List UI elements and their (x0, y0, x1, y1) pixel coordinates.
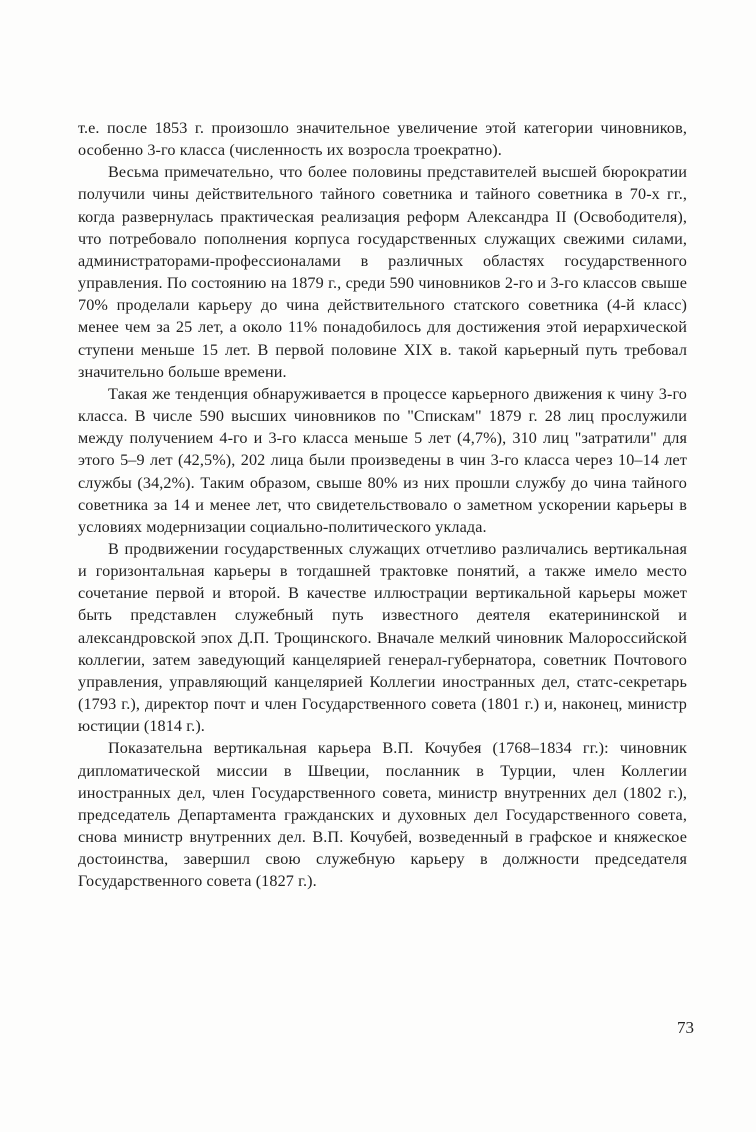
paragraph-vertical-horizontal-career: В продвижении государственных служащих отчетливо различались вертикальная и горизонтальная карьеры в тогдашней трактовке понятий, а также имело место сочетание первой и второй. В качестве иллюстрации вертикальной карьеры может быть представлен служебный путь известного деятеля екатерининской и александровской эпох Д.П. Трощинского. Вначале мелкий чиновник Малороссийской коллегии, затем заведующий канцелярией генерал-губернатора, советник Почтового управления, управляющий канцелярией Коллегии иностранных дел, статс-секретарь (1793 г.), директор почт и член Государственного совета (1801 г.) и, наконец, министр юстиции (1814 г.). (78, 539, 687, 736)
paragraph-kochubey-career: Показательна вертикальная карьера В.П. Кочубея (1768–1834 гг.): чиновник дипломатической миссии в Швеции, посланник в Турции, член Коллегии иностранных дел, член Государственного совета, министр внутренних дел (1802 г.), председатель Департамента гражданских и духовных дел Государственного совета, снова министр внутренних дел. В.П. Кочубей, возведенный в графское и княжеское достоинства, завершил свою служебную карьеру в должности председателя Государственного совета (1827 г.). (78, 739, 687, 891)
paragraph-career-trend: Такая же тенденция обнаруживается в процессе карьерного движения к чину 3-го класса. В числе 590 высших чиновников по "Спискам" 1879 г. 28 лиц прослужили между получением 4-го и 3-го класса меньше 5 лет (4,7%), 310 лиц "затратили" для этого 5–9 лет (42,5%), 202 лица были произведены в чин 3-го класса через 10–14 лет службы (34,2%). Таким образом, свыше 80% из них прошли службу до чина тайного советника за 14 и менее лет, что свидетельствовало о заметном ускорении карьеры в условиях модернизации социально-политического уклада. (78, 384, 687, 536)
page-body-text (78, 117, 687, 892)
page-number: 73 (677, 1018, 694, 1037)
paragraph-bureaucracy-reforms: Весьма примечательно, что более половины представителей высшей бюрократии получили чины действительного тайного советника и тайного советника в 70-х гг., когда развернулась практическая реализация реформ Александра II (Освободителя), что потребовало пополнения корпуса государственных служащих свежими силами, администраторами-профессионалами в различных областях государственного управления. По состоянию на 1879 г., среди 590 чиновников 2-го и 3-го классов свыше 70% проделали карьеру до чина действительного статского советника (4-й класс) менее чем за 25 лет, а около 11% понадобилось для достижения этой иерархической ступени меньше 15 лет. В первой половине XIX в. такой карьерный путь требовал значительно больше времени. (78, 163, 687, 381)
paragraph-continuation: т.е. после 1853 г. произошло значительное увеличение этой категории чиновников, особенно 3-го класса (численность их возросла троекратно). (78, 119, 687, 160)
